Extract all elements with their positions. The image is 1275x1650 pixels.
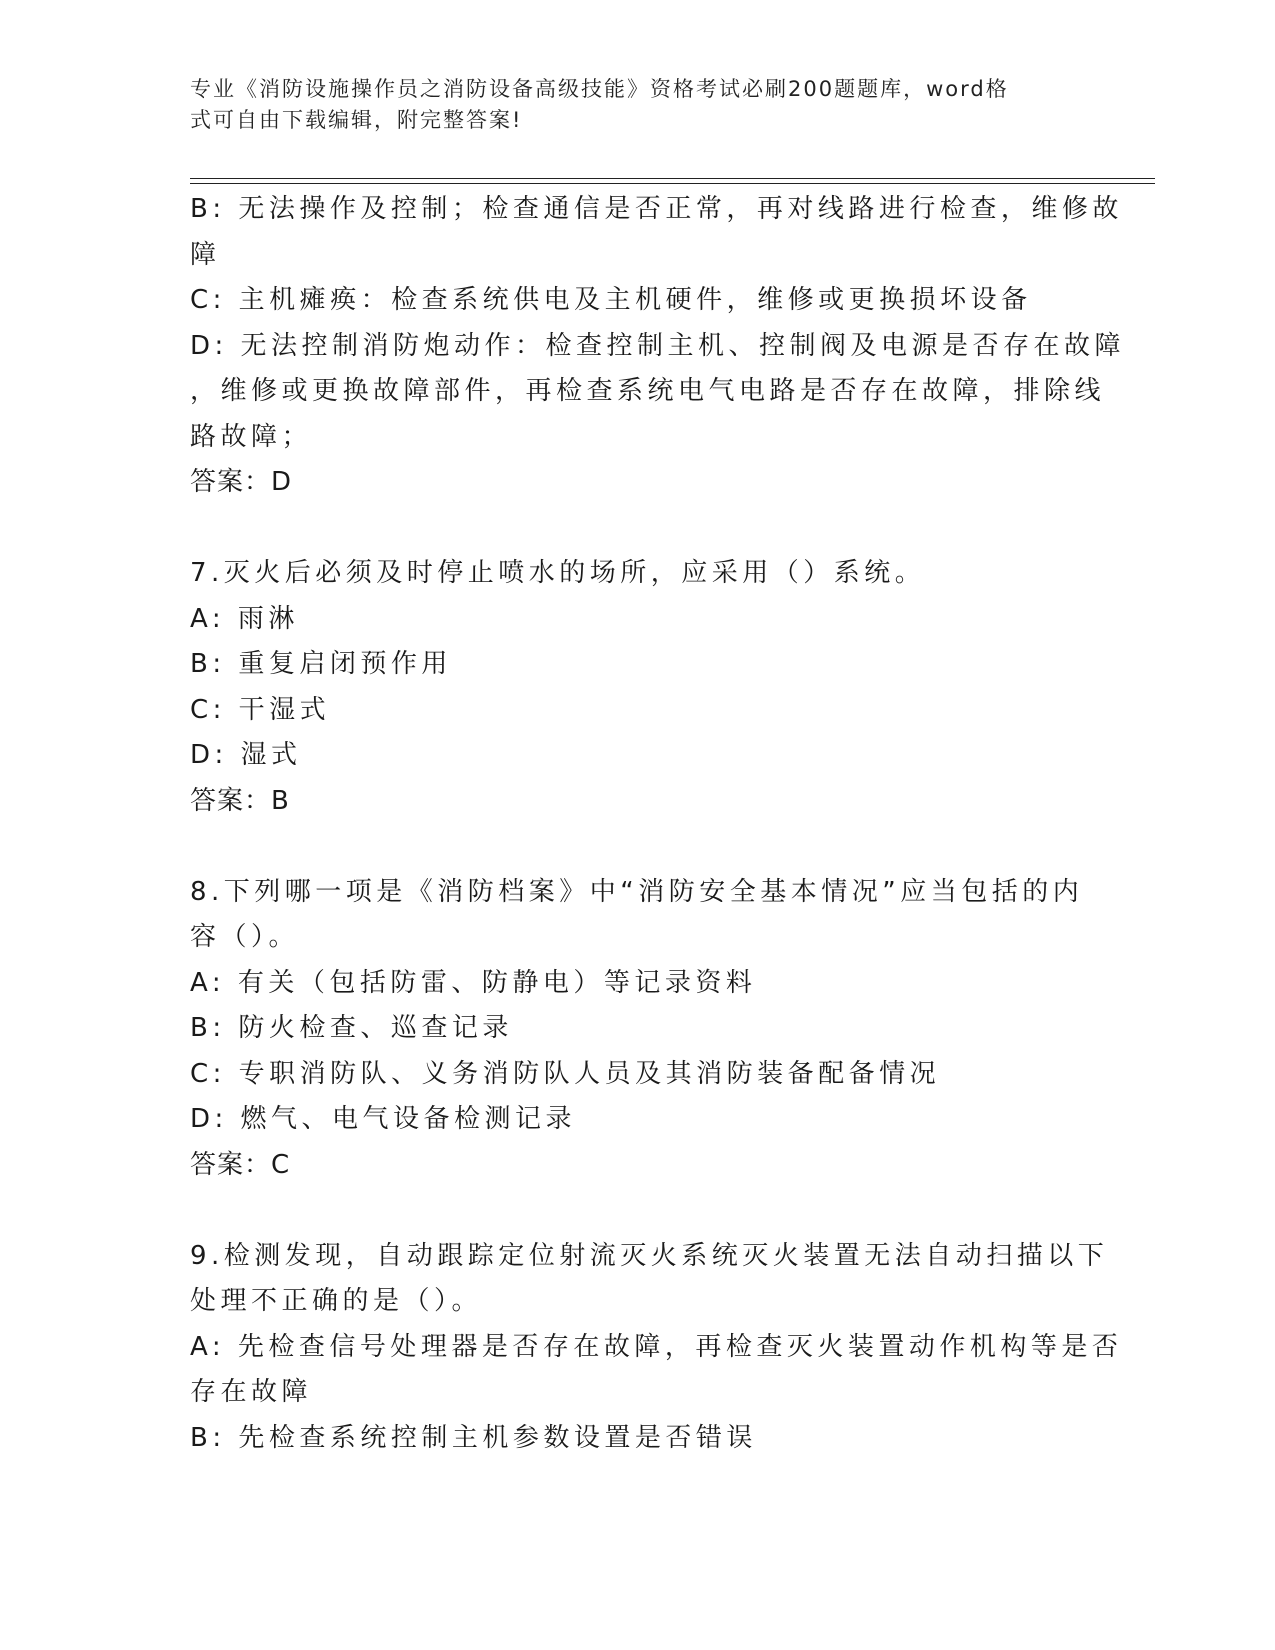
- document-header: [190, 74, 1070, 136]
- option-c: C: 主机瘫痪：检查系统供电及主机硬件，维修或更换损坏设备: [190, 285, 1032, 315]
- option-a-line-1: A: 先检查信号处理器是否存在故障，再检查灭火装置动作机构等是否: [190, 1331, 1123, 1362]
- spacer: [190, 506, 1090, 552]
- question-8: [190, 870, 1090, 1189]
- option-d-line-2: ，维修或更换故障部件，再检查系统电气电路是否存在故障，排除线: [190, 376, 1106, 406]
- question-9: [190, 1234, 1123, 1462]
- option-d-line-1: D: 无法控制消防炮动作：检查控制主机、控制阀及电源是否存在故障: [190, 330, 1126, 361]
- option-b: B: 重复启闭预作用: [190, 649, 452, 679]
- header-divider-top: [190, 178, 1155, 179]
- question-stem-line-1: 9.检测发现，自动跟踪定位射流灭火系统灭火装置无法自动扫描以下: [190, 1240, 1109, 1271]
- spacer: [190, 1188, 1090, 1234]
- option-c: C: 干湿式: [190, 694, 331, 725]
- spacer: [190, 824, 1090, 870]
- header-title-line-1: 专业《消防设施操作员之消防设备高级技能》资格考试必刷200题题库，word格: [190, 77, 1009, 101]
- option-b: B: 防火检查、巡查记录: [190, 1013, 513, 1043]
- question-stem-line-2: 容（）。: [190, 922, 300, 952]
- option-b-line-1: B: 无法操作及控制；检查通信是否正常，再对线路进行检查，维修故: [190, 194, 1123, 224]
- question-content: [190, 187, 1126, 1461]
- option-d-line-3: 路故障；: [190, 421, 313, 452]
- option-a-line-2: 存在故障: [190, 1377, 313, 1407]
- header-divider-bottom: [190, 183, 1155, 184]
- question-7: [190, 551, 1090, 824]
- header-title-line-2: 式可自由下载编辑，附完整答案!: [190, 108, 523, 132]
- answer-label: 答案：D: [190, 467, 293, 497]
- question-stem-line-2: 处理不正确的是（）。: [190, 1286, 483, 1316]
- previous-question-continuation: [190, 187, 1126, 506]
- question-stem: 7.灭火后必须及时停止喷水的场所，应采用（）系统。: [190, 558, 926, 588]
- option-a: A: 有关（包括防雷、防静电）等记录资料: [190, 967, 757, 998]
- option-d: D: 湿式: [190, 740, 302, 770]
- option-b-line-2: 障: [190, 239, 221, 270]
- option-b: B: 先检查系统控制主机参数设置是否错误: [190, 1422, 757, 1453]
- question-stem-line-1: 8.下列哪一项是《消防档案》中“消防安全基本情况”应当包括的内: [190, 876, 1084, 907]
- option-d: D: 燃气、电气设备检测记录: [190, 1104, 577, 1134]
- answer-label: 答案：C: [190, 1149, 291, 1180]
- option-a: A: 雨淋: [190, 603, 299, 634]
- option-c: C: 专职消防队、义务消防队人员及其消防装备配备情况: [190, 1058, 941, 1089]
- answer-label: 答案：B: [190, 785, 290, 816]
